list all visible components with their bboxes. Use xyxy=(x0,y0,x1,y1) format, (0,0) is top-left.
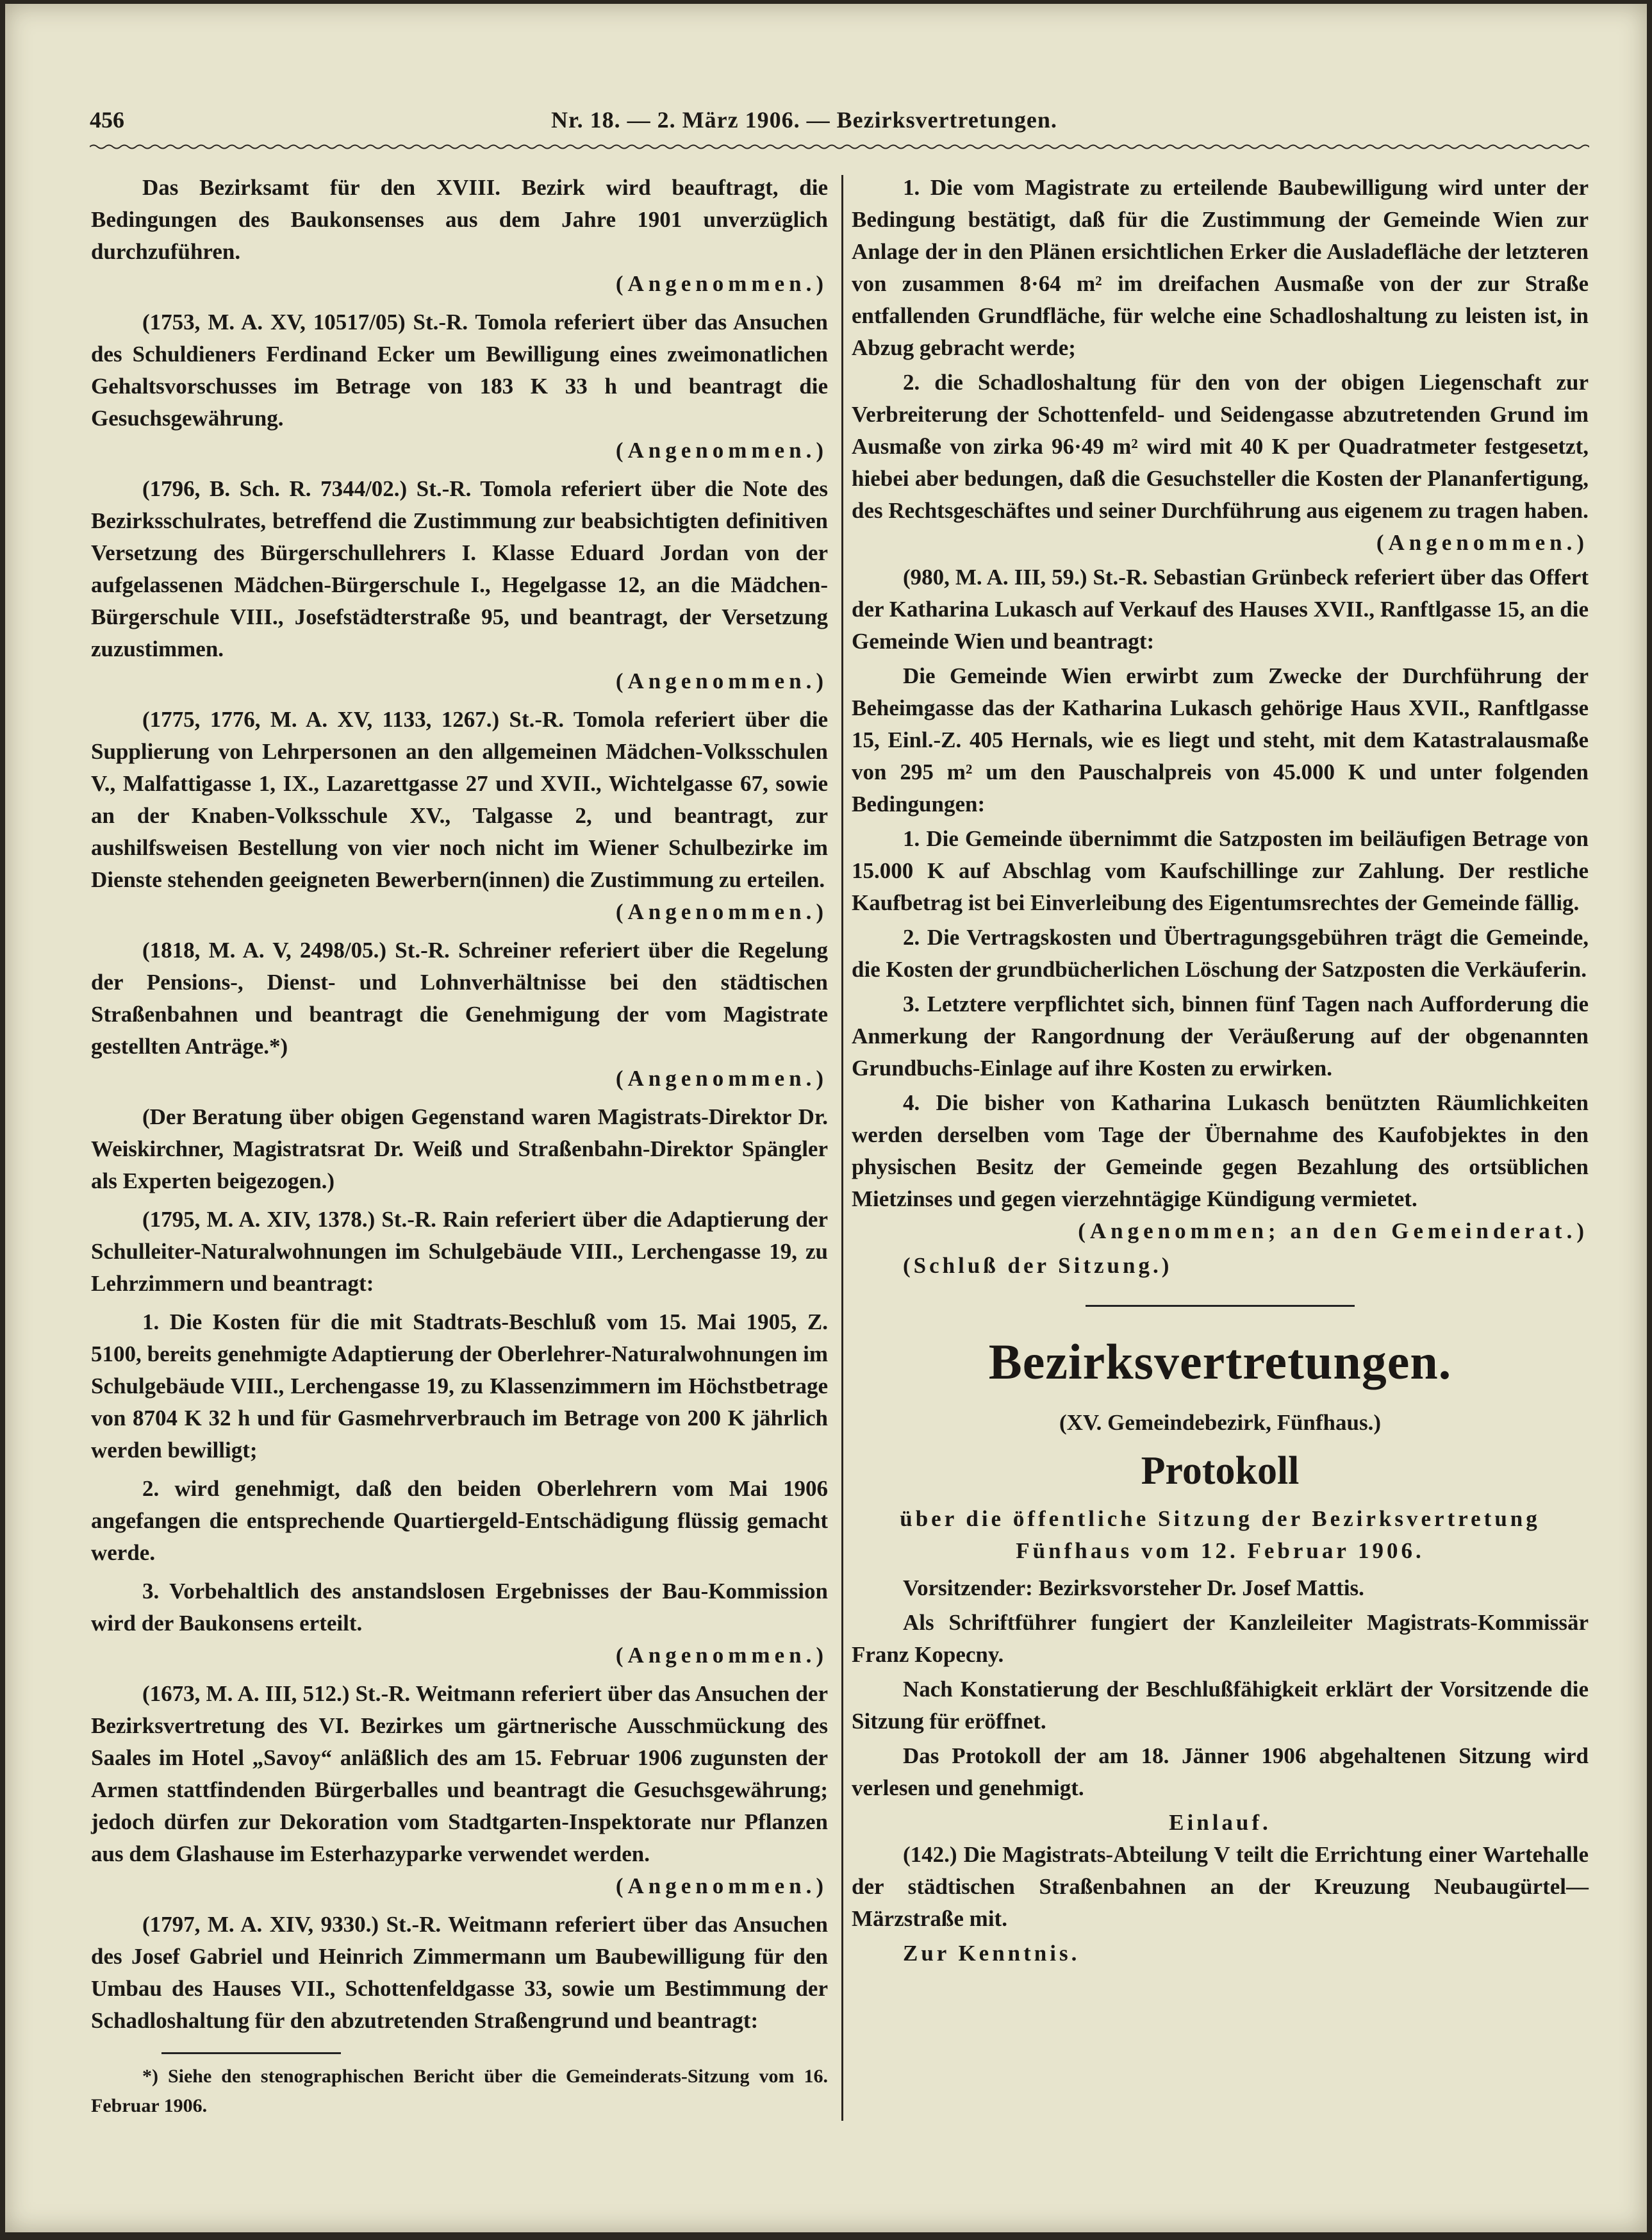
paragraph xyxy=(91,1909,828,2037)
paragraph xyxy=(91,1306,828,1466)
footnote: *) Siehe den stenographischen Bericht über die Gemeinderats-Sitzung vom 16. Februar 1906. xyxy=(91,2066,828,2116)
paragraph-text: (1797, M. A. XIV, 9330.) St.-R. Weitmann referiert über das Ansuchen des Josef Gabriel und Heinrich Zimmermann um Baubewilligung für den Umbau des Hauses VII., Schottenfeldgasse 33, sowie um Bestimmung der Schadloshaltung für den abzutretenden Straßengrund und beantragt: xyxy=(91,1912,828,2033)
paragraph xyxy=(852,1087,1589,1247)
paragraph-text: 1. Die vom Magistrate zu erteilende Baubewilligung wird unter der Bedingung bestätigt, daß für die Zustimmung der Gemeinde Wien zur Anlage der in den Plänen ersichtlichen Erker die Ausladefläche der letzteren von zusammen 8·64 m² im dreifachen Ausmaße von der zur Straße entfallenden Grundfläche, für welche eine Schadloshaltung zu leisten ist, in Abzug gebracht werde; xyxy=(852,175,1589,360)
resolution-note: (Angenommen.) xyxy=(615,1643,828,1668)
page-header xyxy=(5,4,1647,172)
protocol-paragraph: Das Protokoll der am 18. Jänner 1906 abgehaltenen Sitzung wird verlesen und genehmigt. xyxy=(852,1743,1589,1800)
paragraph xyxy=(852,988,1589,1084)
column-divider xyxy=(841,175,843,2121)
page-number: 456 xyxy=(90,107,124,133)
right-column xyxy=(852,172,1589,2121)
paragraph xyxy=(91,1101,828,1197)
resolution-note: (Angenommen.) xyxy=(615,668,828,693)
paragraph-text: 2. die Schadloshaltung für den von der obigen Liegenschaft zur Verbreiterung der Schottenfeld- und Seidengasse abzutretenden Grund im Ausmaße von zirka 96·49 m² wird mit 40 K per Quadratmeter festgesetzt, hiebei aber bedungen, daß die Gesuchsteller die Kosten der Plananfertigung, des Rechtsgeschäftes und seiner Durchführung aus eigenem zu tragen haben. xyxy=(852,370,1589,523)
paragraph xyxy=(852,172,1589,364)
paragraph-text: (1795, M. A. XIV, 1378.) St.-R. Rain referiert über die Adaptierung der Schulleiter-Naturalwohnungen im Schulgebäude VIII., Lerchengasse 19, zu Lehrzimmern und beantragt: xyxy=(91,1207,828,1296)
section-heading: Bezirksvertretungen. xyxy=(988,1334,1452,1390)
newspaper-page xyxy=(5,4,1647,2232)
paragraph-text: (1775, 1776, M. A. XV, 1133, 1267.) St.-R. Tomola referiert über die Supplierung von Lehrpersonen an den allgemeinen Mädchen-Volksschulen V., Malfattigasse 1, IX., Lazarettgasse 27 und XVII., Wichtelgasse 67, sowie an der Knaben-Volksschule XV., Talgasse 2, und beantragt, zur aushilfsweisen Bestellung von vier noch nicht im Wiener Schulbezirke im Dienste stehenden geeigneten Bewerbern(innen) die Zustimmung zu erteilen. xyxy=(91,707,828,892)
resolution-note: (Angenommen.) xyxy=(615,1066,828,1091)
paragraph-text: 1. Die Gemeinde übernimmt die Satzposten im beiläufigen Betrage von 15.000 K auf Abschlag vom Kaufschillinge zur Zahlung. Der restliche Kaufbetrag ist bei Einverleibung des Eigentumsrechtes der Gemeinde fällig. xyxy=(852,826,1589,915)
paragraph-text: 3. Letztere verpflichtet sich, binnen fünf Tagen nach Aufforderung die Anmerkung der Rangordnung der Veräußerung auf der obgenannten Grundbuchs-Einlage auf ihre Kosten zu erwirken. xyxy=(852,991,1589,1081)
resolution-note: (Angenommen.) xyxy=(615,1873,828,1898)
resolution-note: (Angenommen.) xyxy=(615,438,828,463)
paragraph xyxy=(91,1575,828,1672)
paragraph xyxy=(852,922,1589,986)
paragraph xyxy=(91,1204,828,1300)
paragraph xyxy=(91,306,828,467)
section-rule xyxy=(1086,1305,1355,1307)
paragraph-text: 4. Die bisher von Katharina Lukasch benützten Räumlichkeiten werden derselben vom Tage der Übernahme des Kaufobjektes in den physischen Besitz der Gemeinde gegen Bezahlung des ortsüblichen Mietzinses und gegen vierzehntägige Kündigung vermietet. xyxy=(852,1090,1589,1211)
paragraph xyxy=(91,934,828,1095)
paragraph xyxy=(91,1678,828,1902)
paragraph-text: 3. Vorbehaltlich des anstandslosen Ergebnisses der Bau-Kommission wird der Baukonsens erteilt. xyxy=(91,1579,828,1636)
paragraph-text: (980, M. A. III, 59.) St.-R. Sebastian Grünbeck referiert über das Offert der Katharina Lukasch auf Verkauf des Hauses XVII., Ranftlgasse 15, an die Gemeinde Wien und beantragt: xyxy=(852,565,1589,654)
paragraph-text: 2. Die Vertragskosten und Übertragungsgebühren trägt die Gemeinde, die Kosten der grundbücherlichen Löschung der Satzposten die Verkäuferin. xyxy=(852,925,1589,982)
paragraph-text: (1818, M. A. V, 2498/05.) St.-R. Schreiner referiert über die Regelung der Pensions-, Dienst- und Lohnverhältnisse bei den städtischen Straßenbahnen und beantragt die Genehmigung der vom Magistrate gestellten Anträge.*) xyxy=(91,938,828,1059)
protocol-subtitle: über die öffentliche Sitzung der Bezirksvertretung Fünfhaus vom 12. Februar 1906. xyxy=(900,1506,1540,1563)
protocol-paragraph: Als Schriftführer fungiert der Kanzleileiter Magistrats-Kommissär Franz Kopecny. xyxy=(852,1610,1589,1667)
district-label: (XV. Gemeindebezirk, Fünfhaus.) xyxy=(1059,1410,1381,1435)
paragraph-text: (1796, B. Sch. R. 7344/02.) St.-R. Tomola referiert über die Note des Bezirksschulrates, betreffend die Zustimmung zur beabsichtigten definitiven Versetzung des Bürgerschullehrers I. Klasse Eduard Jordan von der aufgelassenen Mädchen-Bürgerschule I., Hegelgasse 12, an die Mädchen-Bürgerschule VIII., Josefstädterstraße 95, und beantragt, der Versetzung zuzustimmen. xyxy=(91,476,828,661)
paragraph xyxy=(91,704,828,928)
einlauf-heading: Einlauf. xyxy=(1169,1810,1271,1835)
columns xyxy=(5,172,1647,2146)
paragraph-text: (1673, M. A. III, 512.) St.-R. Weitmann referiert über das Ansuchen der Bezirksvertretung des VI. Bezirkes um gärtnerische Ausschmückung des Saales im Hotel „Savoy“ anläßlich des am 15. Februar 1906 zugunsten der Armen stattfindenden Bürgerballes und beantragt die Gesuchsgewährung; jedoch dürfen zur Dekoration vom Stadtgarten-Inspektorate nur Pflanzen aus dem Glashause im Esterhazyparke verwendet werden. xyxy=(91,1681,828,1866)
running-header: Nr. 18. — 2. März 1906. — Bezirksvertretungen. xyxy=(551,107,1057,133)
closing-note: (Schluß der Sitzung.) xyxy=(903,1253,1173,1278)
paragraph xyxy=(91,172,828,300)
header-wavy-rule xyxy=(90,144,1589,150)
paragraph-text: Die Gemeinde Wien erwirbt zum Zwecke der Durchführung der Beheimgasse das der Katharina Lukasch gehörige Haus XVII., Ranftlgasse 15, Einl.-Z. 405 Hernals, wie es liegt und steht, mit dem Katastralausmaße von 295 m² um den Pauschalpreis von 45.000 K und unter folgenden Bedingungen: xyxy=(852,663,1589,817)
paragraph-text: (Der Beratung über obigen Gegenstand waren Magistrats-Direktor Dr. Weiskirchner, Magistratsrat Dr. Weiß und Straßenbahn-Direktor Spängler als Experten beigezogen.) xyxy=(91,1104,828,1193)
paragraph xyxy=(91,1473,828,1569)
einlauf-result: Zur Kenntnis. xyxy=(903,1941,1080,1966)
paragraph xyxy=(91,473,828,697)
protocol-paragraph: Nach Konstatierung der Beschlußfähigkeit erklärt der Vorsitzende die Sitzung für eröffnet. xyxy=(852,1677,1589,1734)
einlauf-item: (142.) Die Magistrats-Abteilung V teilt die Errichtung einer Wartehalle der städtischen Straßenbahnen an der Kreuzung Neubaugürtel—Märzstraße mit. xyxy=(852,1842,1589,1931)
paragraph-text: 2. wird genehmigt, daß den beiden Oberlehrern vom Mai 1906 angefangen die entsprechende Quartiergeld-Entschädigung flüssig gemacht werde. xyxy=(91,1476,828,1565)
resolution-note: (Angenommen.) xyxy=(1376,530,1589,555)
paragraph-text: Das Bezirksamt für den XVIII. Bezirk wird beauftragt, die Bedingungen des Baukonsenses aus dem Jahre 1901 unverzüglich durchzuführen. xyxy=(91,175,828,264)
paragraph xyxy=(852,660,1589,820)
protocol-heading: Protokoll xyxy=(1141,1449,1300,1493)
paragraph xyxy=(852,367,1589,559)
paragraph-text: (1753, M. A. XV, 10517/05) St.-R. Tomola referiert über das Ansuchen des Schuldieners Ferdinand Ecker um Bewilligung eines zweimonatlichen Gehaltsvorschusses im Betrage von 183 K 33 h und beantragt die Gesuchsgewährung. xyxy=(91,310,828,431)
resolution-note: (Angenommen.) xyxy=(615,899,828,924)
paragraph-text: 1. Die Kosten für die mit Stadtrats-Beschluß vom 15. Mai 1905, Z. 5100, bereits genehmigte Adaptierung der Oberlehrer-Naturalwohnungen im Schulgebäude VIII., Lerchengasse 19, zu Klassenzimmern im Höchstbetrage von 8704 K 32 h und für Gasmehrverbrauch im Betrage von 200 K jährlich werden bewilligt; xyxy=(91,1309,828,1463)
paragraph xyxy=(852,561,1589,658)
paragraph xyxy=(852,823,1589,919)
resolution-note: (Angenommen; an den Gemeinderat.) xyxy=(1078,1218,1589,1243)
footnote-rule xyxy=(161,2052,341,2054)
resolution-note: (Angenommen.) xyxy=(615,271,828,296)
left-column xyxy=(91,172,828,2121)
protocol-paragraph: Vorsitzender: Bezirksvorsteher Dr. Josef Mattis. xyxy=(903,1575,1364,1600)
